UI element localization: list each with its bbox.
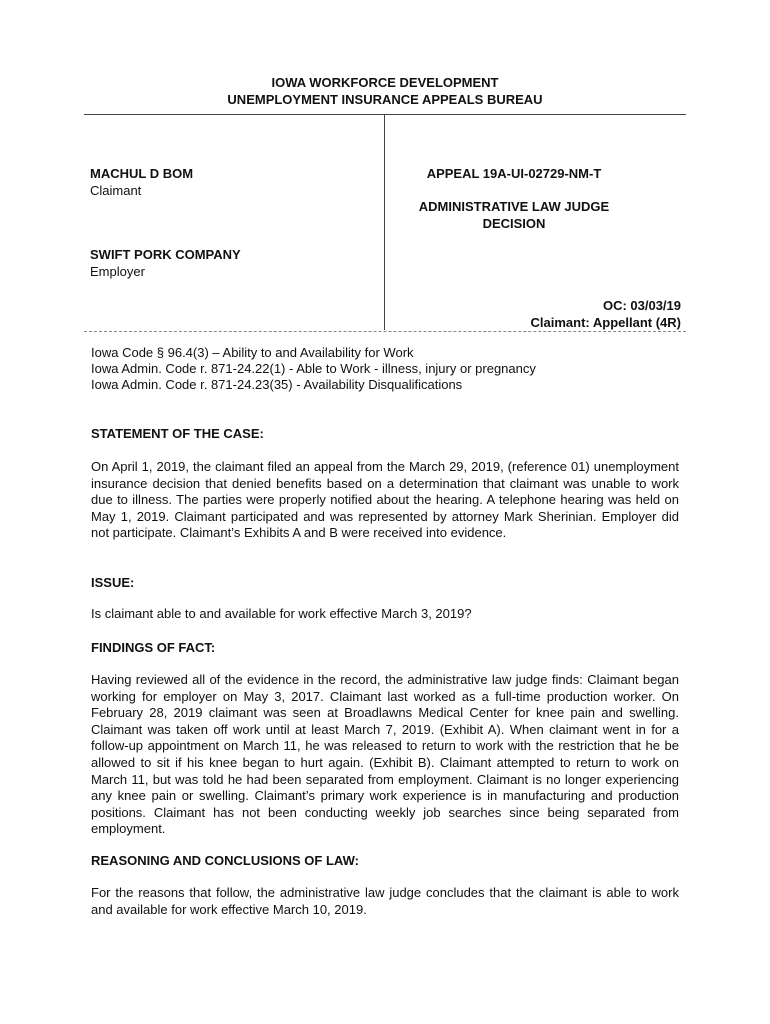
reasoning-text: For the reasons that follow, the administrative law judge concludes that the claimant is able to work and available for work effective March 10, 2019. <box>91 885 679 917</box>
issue-heading: ISSUE: <box>91 575 135 590</box>
agency-name: IOWA WORKFORCE DEVELOPMENT <box>271 75 499 90</box>
claimant-name: MACHUL D BOM <box>90 166 194 181</box>
agency-header <box>0 74 770 108</box>
reasoning-heading: REASONING AND CONCLUSIONS OF LAW: <box>91 853 359 868</box>
decision-title-line2: DECISION <box>482 216 546 231</box>
findings-text: Having reviewed all of the evidence in the record, the administrative law judge finds: Claimant began working for employer on May 3, 2017. Claimant last worked as a full-time production worker. On February 28, 2019 claimant was seen at Broadlawns Medical Center for knee pain and swelling. Claimant was taken off work until at least March 7, 2019. (Exhibit A). When claimant went in for a follow-up appointment on March 11, he was released to return to work with the restriction that he be allowed to sit if his knee began to hurt again. (Exhibit B). Claimant attempted to return to work on March 11, but was told he had been separated from employment. Claimant is no longer experiencing any knee pain or swelling. Claimant’s primary work experience is in manufacturing and production positions. Claimant has not been conducting weekly job searches since being separated from employment. <box>91 672 679 837</box>
bureau-name: UNEMPLOYMENT INSURANCE APPEALS BUREAU <box>227 92 543 107</box>
claimant-role: Claimant <box>90 183 142 198</box>
issue-text: Is claimant able to and available for work effective March 3, 2019? <box>91 606 472 621</box>
decision-title-line1: ADMINISTRATIVE LAW JUDGE <box>418 199 610 214</box>
claimant-status: Claimant: Appellant (4R) <box>530 315 681 330</box>
legal-citations <box>91 345 536 393</box>
oc-date: OC: 03/03/19 <box>602 298 681 313</box>
citation-line: Iowa Code § 96.4(3) – Ability to and Availability for Work <box>91 345 414 360</box>
claimant-block <box>90 165 193 199</box>
statement-text: On April 1, 2019, the claimant filed an appeal from the March 29, 2019, (reference 01) unemployment insurance decision that denied benefits based on a determination that claimant was unable to work due to illness. The parties were properly notified about the hearing. A telephone hearing was held on May 1, 2019. Claimant participated and was represented by attorney Mark Sherinian. Employer did not participate. Claimant’s Exhibits A and B were received into evidence. <box>91 459 679 541</box>
employer-block <box>90 246 241 280</box>
oc-block <box>385 297 681 331</box>
employer-role: Employer <box>90 264 145 279</box>
employer-name: SWIFT PORK COMPANY <box>90 247 241 262</box>
decision-title <box>385 198 643 232</box>
statement-heading: STATEMENT OF THE CASE: <box>91 426 264 441</box>
appeal-number: APPEAL 19A-UI-02729-NM-T <box>426 166 602 181</box>
citation-line: Iowa Admin. Code r. 871-24.23(35) - Availability Disqualifications <box>91 377 463 392</box>
citation-line: Iowa Admin. Code r. 871-24.22(1) - Able to Work - illness, injury or pregnancy <box>91 361 536 376</box>
findings-heading: FINDINGS OF FACT: <box>91 640 216 655</box>
case-caption <box>84 114 686 332</box>
